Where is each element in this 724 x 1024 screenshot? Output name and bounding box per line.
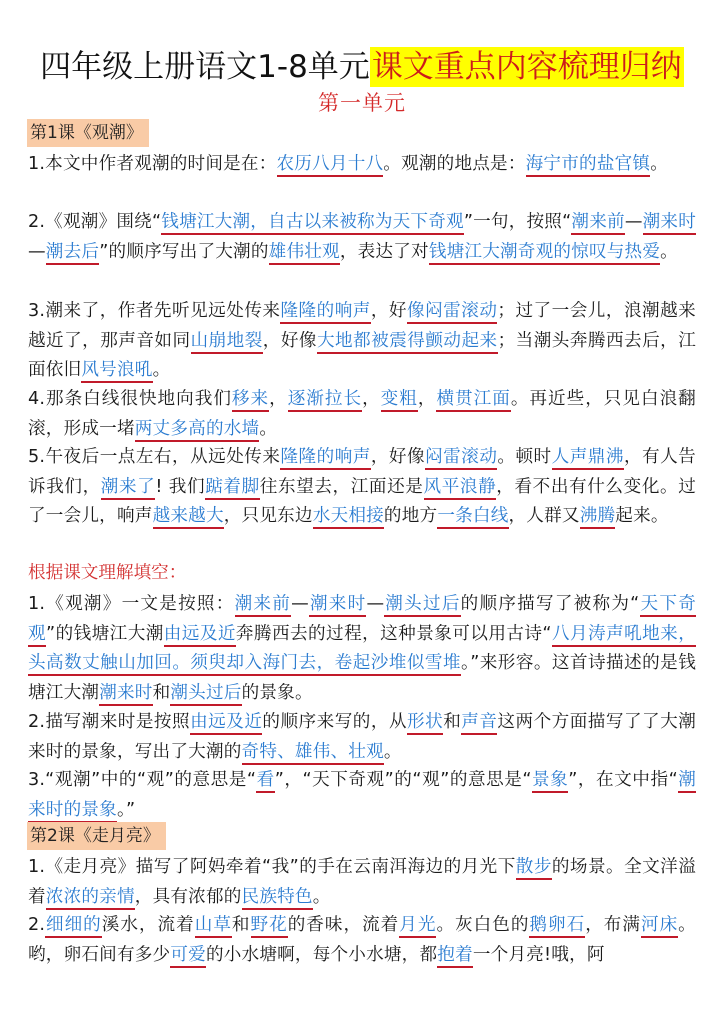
body-text: 。哟，卵石间有多少 [28,915,696,965]
answer-blank: 像闷雷滚动 [407,301,497,324]
answer-blank: 变粗 [381,389,418,412]
answer-blank: 声音 [461,712,497,735]
answer-blank: 大地都被震得颤动起来 [317,331,498,354]
body-text: ，具有浓郁的 [134,886,242,907]
lesson1-item-1 [28,150,696,180]
answer-blank: 山草 [195,915,232,938]
body-text: 。 [650,154,668,174]
lesson1-item-4 [28,385,696,444]
body-text: ， [417,389,437,409]
body-text: 。 [259,418,278,439]
body-text: 3.“观潮”中的“观”的意思是“ [28,770,257,790]
answer-blank: 河床 [641,915,678,938]
answer-blank: 野花 [251,915,288,938]
body-text: ；过了一会儿，浪潮越来越近了，那声音如同 [28,301,696,351]
body-text: 。”来形容。这首诗描述的是钱塘江大潮 [28,653,696,703]
body-text: ，看不出有什么变化。过了一会儿，响声 [28,476,696,526]
body-text: ”，“天下奇观”的“观”的意思是“ [274,770,532,790]
section-heading: 根据课文理解填空： [28,563,187,583]
fill-item-2 [28,708,696,767]
body-text: 2.描写潮来时是按照 [28,712,191,732]
answer-blank: 细细的 [45,915,102,938]
answer-blank: 民族特色 [242,887,313,910]
body-text: ，只见东边 [223,506,313,526]
answer-blank: 两丈多高的水墙 [135,419,260,442]
body-text: 的顺序来写的，从 [262,712,408,732]
answer-blank: 潮来前 [571,212,624,235]
answer-blank: 潮来前 [235,594,292,617]
answer-blank: 隆隆的响声 [280,447,370,470]
body-text: 往东望去，江面还是 [259,476,424,497]
answer-blank: 风号浪吼 [81,360,152,383]
body-text: — [28,241,46,262]
body-text: 溪水，流着 [101,915,195,935]
body-text: 5.午夜后一点左右，从远处传来 [28,447,281,467]
lesson1-item-3 [28,297,696,386]
body-text: 1.本文中作者观潮的时间是在： [28,154,277,174]
body-text: 这两个方面描写了了大潮来时的景象，写出了大潮的 [28,712,696,762]
answer-blank: 八月涛声吼地来，头高数丈触山加回。须臾却入海门去，卷起沙堆似雪堆 [28,624,696,677]
answer-blank: 由远及近 [164,624,236,647]
body-text: ，布满 [585,915,641,935]
answer-blank: 踮着脚 [205,477,260,500]
body-text: 起来。 [615,506,669,526]
answer-blank: 钱塘江大潮，自古以来被称为天下奇观 [161,212,464,235]
answer-blank: 移来 [232,389,269,412]
lesson2-item-2 [28,911,696,970]
answer-blank: 鹅卵石 [529,915,585,938]
answer-blank: 水天相接 [313,506,384,529]
fill-item-3 [28,766,696,825]
answer-blank: 形状 [407,712,443,735]
body-text: 4.那条白线很快地向我们 [28,389,232,409]
body-text: 。” [116,799,136,820]
body-text: 。顿时 [497,447,552,467]
body-text: — [366,594,385,614]
answer-blank: 雄伟壮观 [269,242,340,265]
body-text: 2.《观潮》围绕“ [28,212,162,232]
answer-blank: 海宁市的盐官镇 [526,154,651,177]
body-text: 。再近些，只见白浪翻滚，形成一堵 [28,389,696,439]
answer-blank: 隆隆的响声 [280,301,370,324]
answer-blank: 看 [256,770,274,793]
answer-blank: 潮头过后 [170,683,241,706]
body-text: 的小水塘啊，每个小水塘，都 [205,944,438,965]
answer-blank: 沸腾 [580,506,616,529]
body-text: ”的顺序写出了大潮的 [99,241,269,262]
body-text: 的顺序描写了被称为“ [460,594,640,614]
answer-blank: 越来越大 [153,506,224,529]
title-plain: 四年级上册语文1-8单元 [40,49,370,85]
answer-blank: 潮去后 [46,242,99,265]
lesson-tag-2: 第2课《走月亮》 [27,822,166,850]
unit-heading: 第一单元 [318,91,406,115]
answer-blank: 人声鼎沸 [552,447,624,470]
body-text: 。观潮的地点是： [383,154,526,174]
answer-blank: 天下奇观 [28,594,696,647]
answer-blank: 景象 [532,770,569,793]
answer-blank: 潮来了 [101,477,156,500]
body-text: ”一句，按照“ [463,212,572,232]
body-text: ”，在文中指“ [568,770,678,790]
body-text: ，人群又 [508,506,580,526]
body-text: 一个月亮!哦，阿 [472,944,605,965]
answer-blank: 风平浪静 [424,477,497,500]
answer-blank: 闷雷滚动 [425,447,497,470]
body-text: 的景象。 [241,682,313,703]
body-text: ， [362,389,381,409]
answer-blank: 潮来时 [643,212,696,235]
lesson2-item-1 [28,853,696,912]
body-text: 3.潮来了，作者先听见远处传来 [28,301,281,321]
answer-blank: 月光 [399,915,436,938]
lesson1-item-5 [28,443,696,532]
title-highlight: 课文重点内容梳理归纳 [371,49,682,85]
answer-blank: 逐渐拉长 [288,389,362,412]
body-text: ；当潮头奔腾西去后，江面依旧 [28,330,696,380]
body-text: 的地方 [383,506,438,526]
fill-item-1 [28,590,696,708]
page-title [0,44,724,90]
body-text: ，表达了对 [339,241,429,262]
lesson1-item-2 [28,208,696,267]
body-text: 奔腾西去的过程，这种景象可以用古诗“ [235,623,552,644]
answer-blank: 潮来时 [99,683,152,706]
body-text: 1.《走月亮》描写了阿妈牵着“我”的手在云南洱海边的月光下 [28,857,516,877]
body-text: ，好 [370,301,408,321]
body-text: 。 [312,886,331,907]
body-text: ! 我们 [155,476,206,497]
body-text: 。 [152,360,171,380]
answer-blank: 可爱 [170,945,206,968]
body-text: 2. [28,915,46,935]
body-text: ，有人告诉我们， [28,447,696,497]
answer-blank: 钱塘江大潮奇观的惊叹与热爱 [429,242,660,265]
body-text: 和 [231,915,251,935]
body-text: ， [269,389,288,409]
answer-blank: 潮来时的景象 [28,770,696,823]
answer-blank: 由远及近 [190,712,262,735]
body-text: ”的钱塘江大潮 [46,623,164,644]
answer-blank: 山崩地裂 [191,331,263,354]
answer-blank: 浓浓的亲情 [46,887,135,910]
answer-blank: 农历八月十八 [277,154,384,177]
body-text: 。灰白色的 [436,915,530,935]
body-text: ，好像 [370,447,426,467]
body-text: 。 [383,741,402,762]
lesson-tag-1: 第1课《观潮》 [27,119,149,147]
body-text: 。 [660,241,678,262]
answer-blank: 潮头过后 [384,594,460,617]
answer-blank: 横贯江面 [436,389,510,412]
body-text: — [624,212,643,232]
body-text: — [291,594,309,614]
answer-blank: 奇特、雄伟、壮观 [242,742,384,765]
body-text: ，好像 [262,330,317,351]
body-text: 的场景。全文洋溢着 [28,857,696,907]
body-text: 和 [443,712,462,732]
answer-blank: 抱着 [437,945,473,968]
answer-blank: 潮来时 [309,594,367,617]
body-text: 的香味，流着 [287,915,400,935]
body-text: 1.《观潮》一文是按照： [28,594,235,614]
answer-blank: 一条白线 [437,506,508,529]
answer-blank: 散步 [516,857,552,880]
body-text: 和 [152,682,171,703]
